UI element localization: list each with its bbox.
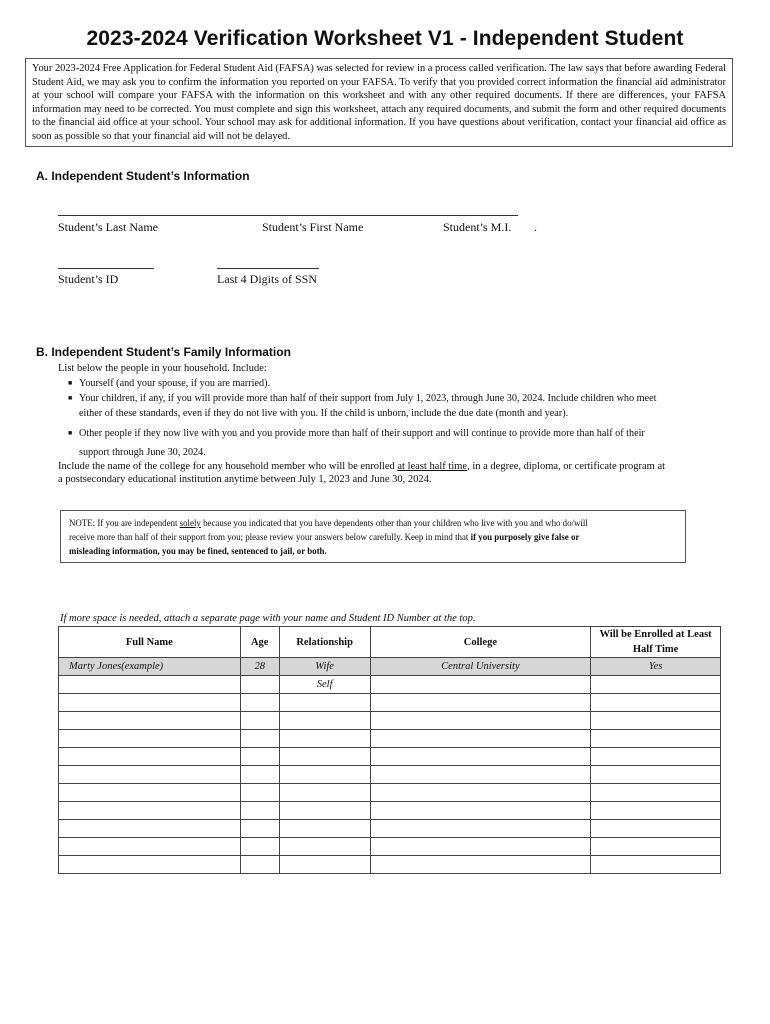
col-age: Age	[240, 627, 279, 658]
ssn-line[interactable]	[217, 268, 319, 269]
household-table	[58, 626, 721, 874]
table-note: If more space is needed, attach a separate page with your name and Student ID Number at the top.	[60, 613, 476, 624]
mi-dot: .	[534, 220, 537, 234]
list-intro: List below the people in your household. Include:	[58, 363, 267, 374]
table-row[interactable]	[59, 694, 721, 712]
bullet-continuation: either of these standards, even if they do not live with you. If the child is unborn, include the due date (month and year).	[79, 408, 569, 419]
student-id-label: Student’s ID	[58, 272, 119, 286]
note-box: NOTE: If you are independent solely because you indicated that you have dependents other than your children who live with you and who do/will receive more than half of their support from you; please review your answers below carefully. Keep in mind that if you purposely give false or misleading information, you may be fined, sentenced to jail, or both.	[60, 510, 686, 563]
col-enrolled: Will be Enrolled at Least Half Time	[591, 627, 721, 658]
table-row[interactable]	[59, 856, 721, 874]
table-row[interactable]	[59, 838, 721, 856]
student-id-line[interactable]	[58, 268, 154, 269]
page-title: 2023-2024 Verification Worksheet V1 - Independent Student	[86, 27, 684, 50]
table-header-row	[59, 627, 721, 658]
first-name-label: Student’s First Name	[262, 220, 364, 234]
table-row[interactable]	[59, 820, 721, 838]
bullet-item: ■ Other people if they now live with you and you provide more than half of their support and will continue to provide more than half of their	[68, 428, 645, 439]
bullet-list	[68, 376, 738, 460]
col-relationship: Relationship	[279, 627, 370, 658]
name-line[interactable]	[58, 215, 518, 216]
bullet-item: ■ Your children, if any, if you will provide more than half of their support from July 1, 2023, through June 30, 2024. Include children who meet	[68, 393, 657, 404]
example-row: Marty Jones(example) 28 Wife Central University Yes	[59, 658, 721, 676]
table-row[interactable]	[59, 766, 721, 784]
mi-label: Student’s M.I.	[443, 220, 512, 234]
table-row[interactable]	[59, 784, 721, 802]
col-full-name: Full Name	[59, 627, 241, 658]
table-row[interactable]	[59, 730, 721, 748]
section-b-heading: B. Independent Student’s Family Information	[36, 345, 291, 359]
self-row[interactable]: Self	[59, 676, 721, 694]
section-a-heading: A. Independent Student’s Information	[36, 169, 250, 183]
ssn-label: Last 4 Digits of SSN	[217, 272, 318, 286]
table-row[interactable]	[59, 802, 721, 820]
table-row[interactable]	[59, 712, 721, 730]
intro-paragraph: Your 2023-2024 Free Application for Federal Student Aid (FAFSA) was selected for review in a process called verification. The law says that before awarding Federal Student Aid, we may ask you to confirm the information you reported on your FAFSA. To verify that you provided correct information the financial aid administrator at your school will compare your FAFSA with the information on this worksheet and with any other required documents. If there are differences, your FAFSA information may need to be corrected. You must complete and sign this worksheet, attach any required documents, and submit the form and other required documents to the financial aid office at your school. Your school may ask for additional information. If you have questions about verification, contact your financial aid office as soon as possible so that your financial aid will not be delayed.	[25, 58, 733, 147]
table-row[interactable]	[59, 748, 721, 766]
col-college: College	[370, 627, 591, 658]
bullet-item: ■ Yourself (and your spouse, if you are married).	[68, 378, 271, 389]
bullet-continuation: support through June 30, 2024.	[79, 447, 206, 458]
last-name-label: Student’s Last Name	[58, 220, 158, 234]
college-instruction: Include the name of the college for any household member who will be enrolled at least half time, in a degree, diploma, or certificate program at a postsecondary educational institution anytime between July 1, 2023 and June 30, 2024.	[58, 461, 666, 485]
